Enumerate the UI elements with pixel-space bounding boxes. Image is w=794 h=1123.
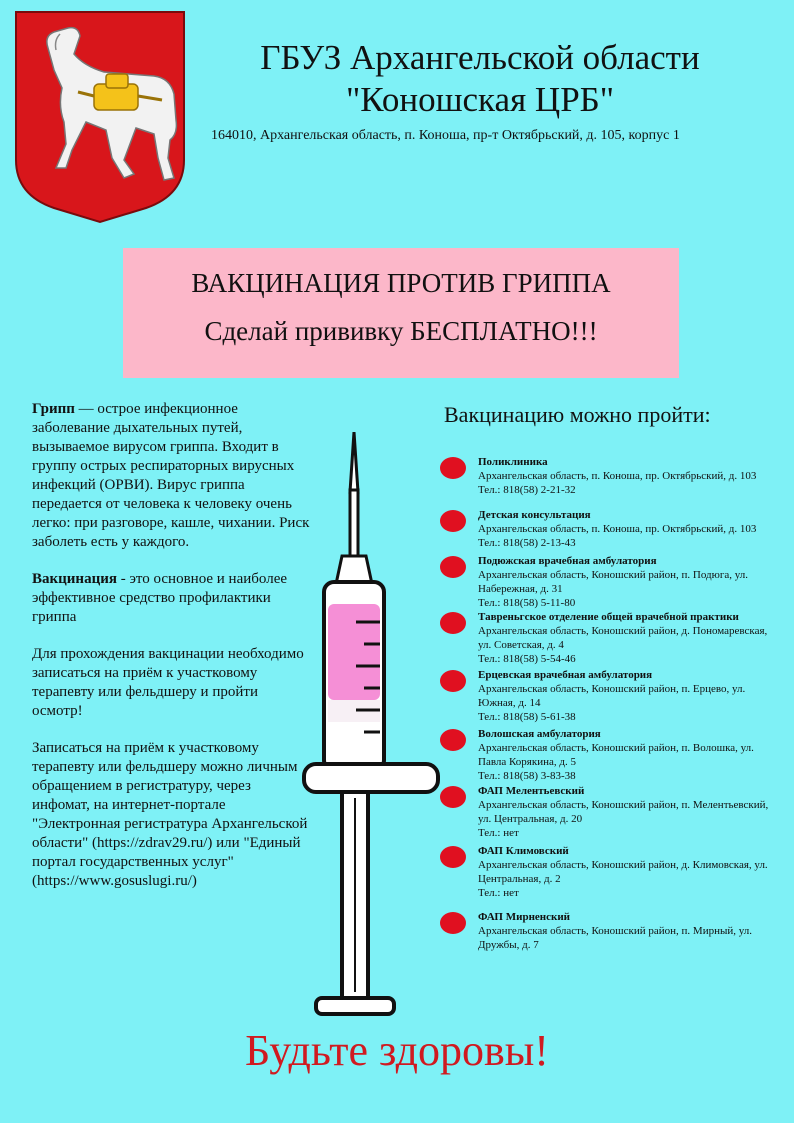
place-info <box>478 455 778 497</box>
bullet-dot-icon <box>440 556 466 578</box>
place-address: Архангельская область, Коношский район, п. Подюга, ул. Набережная, д. 31 <box>478 569 749 595</box>
campaign-banner <box>123 248 679 378</box>
place-name: ФАП Мелентьевский <box>478 785 585 797</box>
place-name: Ерцевская врачебная амбулатория <box>478 669 653 681</box>
bullet-dot-icon <box>440 457 466 479</box>
place-address: Архангельская область, Коношский район, п. Мирный, ул. Дружбы, д. 7 <box>478 925 753 951</box>
farewell-text: Будьте здоровы! <box>245 1026 549 1075</box>
bullet-dot-icon <box>440 510 466 532</box>
registration-paragraph: Записаться на приём к участковому терапевту или фельдшеру можно личным обращением в регистратуру, через инфомат, на интернет-портале "Электронная регистратура Архангельской области" (https://zdrav29.ru/) или "Единый портал государственных услуг" (https://www.gosuslugi.ru/) <box>32 740 308 889</box>
place-phone: Тел.: 818(58) 5-54-46 <box>478 653 576 665</box>
place-address: Архангельская область, Коношский район, п. Мелентьевский, ул. Центральная, д. 20 <box>478 799 769 825</box>
place-phone: Тел.: 818(58) 2-21-32 <box>478 484 576 496</box>
flu-description: — острое инфекционное заболевание дыхательных путей, вызываемое вирусом гриппа. Входит в группу острых респираторных вирусных инфекций (ОРВИ). Вирус гриппа передается от человека к человеку очень легко: при разговоре, кашле, чихании. Риск заболеть есть у каждого. <box>32 401 310 550</box>
place-phone: Тел.: нет <box>478 887 519 899</box>
place-name: Подюжская врачебная амбулатория <box>478 555 657 567</box>
place-info <box>478 727 778 783</box>
place-phone: Тел.: 818(58) 5-61-38 <box>478 711 576 723</box>
place-info <box>478 668 778 724</box>
place-address: Архангельская область, Коношский район, д. Пономаревская, ул. Советская, д. 4 <box>478 625 768 651</box>
banner-title: ВАКЦИНАЦИЯ ПРОТИВ ГРИППА <box>191 268 611 298</box>
organization-name-quoted: "Коношская ЦРБ" <box>345 80 615 119</box>
bullet-dot-icon <box>440 612 466 634</box>
coat-of-arms-icon <box>14 10 186 224</box>
organization-address: 164010, Архангельская область, п. Коноша, пр-т Октябрьский, д. 105, корпус 1 <box>211 128 680 143</box>
organization-name: ГБУЗ Архангельской области <box>260 38 700 77</box>
place-name: ФАП Климовский <box>478 845 569 857</box>
bullet-dot-icon <box>440 846 466 868</box>
place-info <box>478 554 778 610</box>
place-phone: Тел.: 818(58) 2-13-43 <box>478 537 576 549</box>
place-address: Архангельская область, Коношский район, д. Климовская, ул. Центральная, д. 2 <box>478 859 768 885</box>
places-heading: Вакцинацию можно пройти: <box>444 402 711 427</box>
place-phone: Тел.: 818(58) 3-83-38 <box>478 770 576 782</box>
place-name: Детская консультация <box>478 509 591 521</box>
place-address: Архангельская область, п. Коноша, пр. Октябрьский, д. 103 <box>478 523 757 535</box>
bullet-dot-icon <box>440 729 466 751</box>
place-phone: Тел.: 818(58) 5-11-80 <box>478 597 576 609</box>
place-info <box>478 844 778 900</box>
syringe-icon <box>296 432 446 1044</box>
banner-subtitle: Сделай прививку БЕСПЛАТНО!!! <box>204 316 598 346</box>
bullet-dot-icon <box>440 912 466 934</box>
vaccination-description: - это основное и наиболее эффективное средство профилактики гриппа <box>32 571 288 625</box>
appointment-paragraph: Для прохождения вакцинации необходимо записаться на приём к участковому терапевту или фельдшеру и пройти осмотр! <box>32 646 304 719</box>
place-info <box>478 508 778 550</box>
place-info <box>478 610 778 666</box>
flu-paragraph <box>32 400 310 552</box>
place-name: Поликлиника <box>478 456 548 468</box>
place-info <box>478 910 778 952</box>
bullet-dot-icon <box>440 786 466 808</box>
place-address: Архангельская область, п. Коноша, пр. Октябрьский, д. 103 <box>478 470 757 482</box>
vaccination-paragraph <box>32 570 310 627</box>
bullet-dot-icon <box>440 670 466 692</box>
place-name: Тавреньгское отделение общей врачебной практики <box>478 611 739 623</box>
place-address: Архангельская область, Коношский район, п. Ерцево, ул. Южная, д. 14 <box>478 683 746 709</box>
place-phone: Тел.: нет <box>478 827 519 839</box>
flu-term: Грипп <box>32 401 75 417</box>
place-info <box>478 784 778 840</box>
vaccination-term: Вакцинация <box>32 571 117 587</box>
place-name: ФАП Мирненский <box>478 911 571 923</box>
place-address: Архангельская область, Коношский район, п. Волошка, ул. Павла Корякина, д. 5 <box>478 742 754 768</box>
info-text <box>32 400 310 909</box>
place-name: Волошская амбулатория <box>478 728 601 740</box>
